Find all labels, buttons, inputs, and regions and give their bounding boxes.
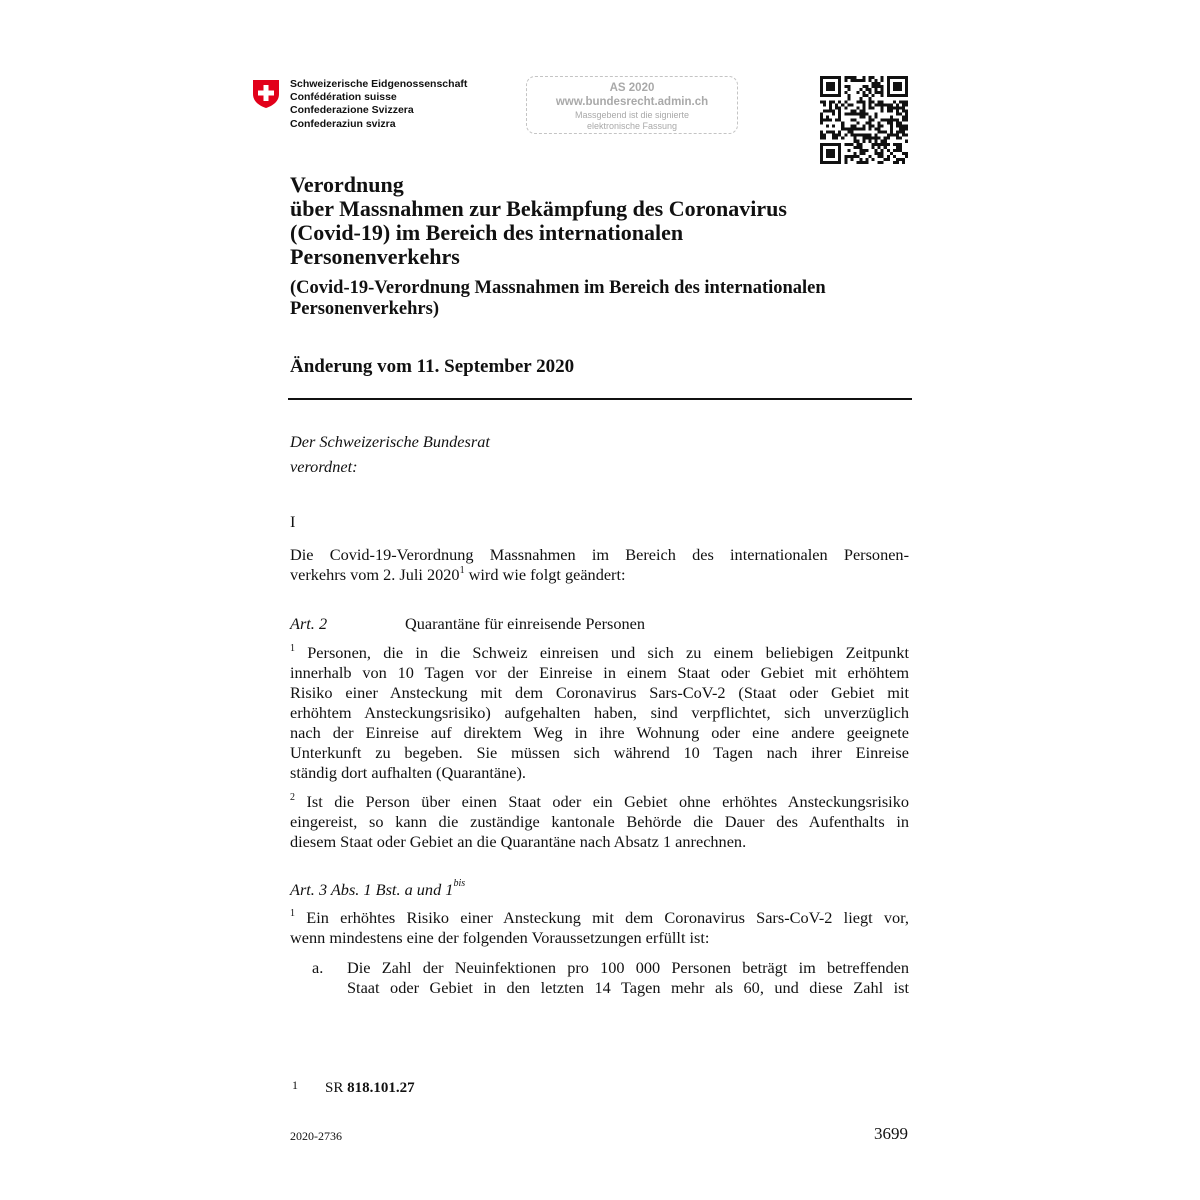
qr-code-icon [820,76,908,164]
federation-name-rm: Confederaziun svizra [290,117,396,130]
para-line: Risiko einer Ansteckung mit dem Coronavirus Sars-CoV-2 (Staat oder Gebiet mit [290,683,909,702]
document-number: 2020-2736 [290,1129,342,1143]
para-line: erhöhtem Ansteckungsrisiko) aufgehalten haben, sind verpflichtet, sich unverzüglich [290,703,909,722]
item-line: Die Zahl der Neuinfektionen pro 100 000 Personen beträgt im betreffenden [347,958,909,977]
swiss-crest-icon [252,79,280,109]
federation-name-fr: Confédération suisse [290,91,397,104]
title-line: über Massnahmen zur Bekämpfung des Coronavirus [290,196,787,221]
stamp-url: www.bundesrecht.admin.ch [555,96,709,108]
stamp-as-number: AS 2020 [609,82,655,94]
article-3-label-sup: bis [453,878,466,889]
preamble-verb: verordnet: [290,457,358,476]
article-2-heading: Quarantäne für einreisende Personen [405,614,646,633]
para-line: eingereist, so kann die zuständige kantonale Behörde die Dauer des Aufenthalts in [290,812,909,831]
article-3-item-a [347,958,909,998]
para-line: wenn mindestens eine der folgenden Voraussetzungen erfüllt ist: [290,928,710,947]
para-line: Unterkunft zu begeben. Sie müssen sich während 10 Tagen nach ihrer Einreise [290,743,909,762]
page-number: 3699 [874,1124,908,1143]
paragraph-number: 1 [290,643,295,654]
paragraph-number: 2 [290,792,295,803]
para-line: innerhalb von 10 Tagen vor der Einreise in einem Staat oder Gebiet mit erhöhtem [290,663,909,682]
paragraph-number: 1 [290,908,295,919]
ordinance-title [290,173,910,269]
stamp-note-1: Massgebend ist die signierte [574,110,690,120]
list-item-letter: a. [312,958,324,977]
para-line: diesem Staat oder Gebiet an die Quarantäne nach Absatz 1 anrechnen. [290,832,747,851]
intro-line: Die Covid-19-Verordnung Massnahmen im Bereich des internationalen Personen- [290,545,909,564]
para-line: nach der Einreise auf direktem Weg in ihre Wohnung oder eine andere geeignete [290,723,909,742]
para-line [290,643,909,663]
footnote-ref[interactable]: 1 [459,565,465,576]
preamble-authority: Der Schweizerische Bundesrat [290,432,490,451]
para-text: Personen, die in die Schweiz einreisen und sich zu einem beliebigen Zeitpunkt [295,643,909,662]
item-line: Staat oder Gebiet in den letzten 14 Tagen mehr als 60, und diese Zahl ist [347,978,909,997]
footnote-mark: 1 [292,1078,298,1092]
article-3-paragraph-1 [290,908,909,948]
para-line [290,792,909,812]
preamble [290,429,490,479]
section-numeral: I [290,512,296,531]
para-line: ständig dort aufhalten (Quarantäne). [290,763,526,782]
intro-line [290,565,909,585]
para-text: Ist die Person über einen Staat oder ein Gebiet ohne erhöhtes Ansteckungsrisiko [295,792,909,811]
article-2-paragraph-1 [290,643,909,783]
short-title-line: Personenverkehrs) [290,299,439,319]
federation-name-it: Confederazione Svizzera [290,104,414,117]
article-2-label: Art. 2 [290,614,328,633]
title-divider [288,398,912,400]
article-2-paragraph-2 [290,792,909,852]
footnote-text [325,1079,415,1097]
intro-text: wird wie folgt geändert: [464,565,626,584]
para-text: Ein erhöhtes Risiko einer Ansteckung mit dem Coronavirus Sars-CoV-2 liegt vor, [295,908,909,927]
short-title-line: (Covid-19-Verordnung Massnahmen im Bereich des internationalen [290,278,826,298]
intro-text: verkehrs vom 2. Juli 2020 [290,565,460,584]
footnote-sr-number: 818.101.27 [347,1080,415,1096]
federation-names [290,78,467,131]
article-3-label-text: Art. 3 Abs. 1 Bst. a und 1 [290,880,454,899]
as-stamp [526,76,738,134]
title-line: Personenverkehrs [290,244,460,269]
title-line: (Covid-19) im Bereich des internationalen [290,220,684,245]
article-3-label [290,880,465,900]
stamp-note-2: elektronische Fassung [586,121,678,131]
title-line: Verordnung [290,172,404,197]
footnote-prefix: SR [325,1080,348,1096]
para-line [290,908,909,928]
ordinance-short-title [290,278,910,320]
section-intro [290,545,909,585]
amendment-date: Änderung vom 11. September 2020 [290,356,575,377]
federation-name-de: Schweizerische Eidgenossenschaft [290,78,468,90]
